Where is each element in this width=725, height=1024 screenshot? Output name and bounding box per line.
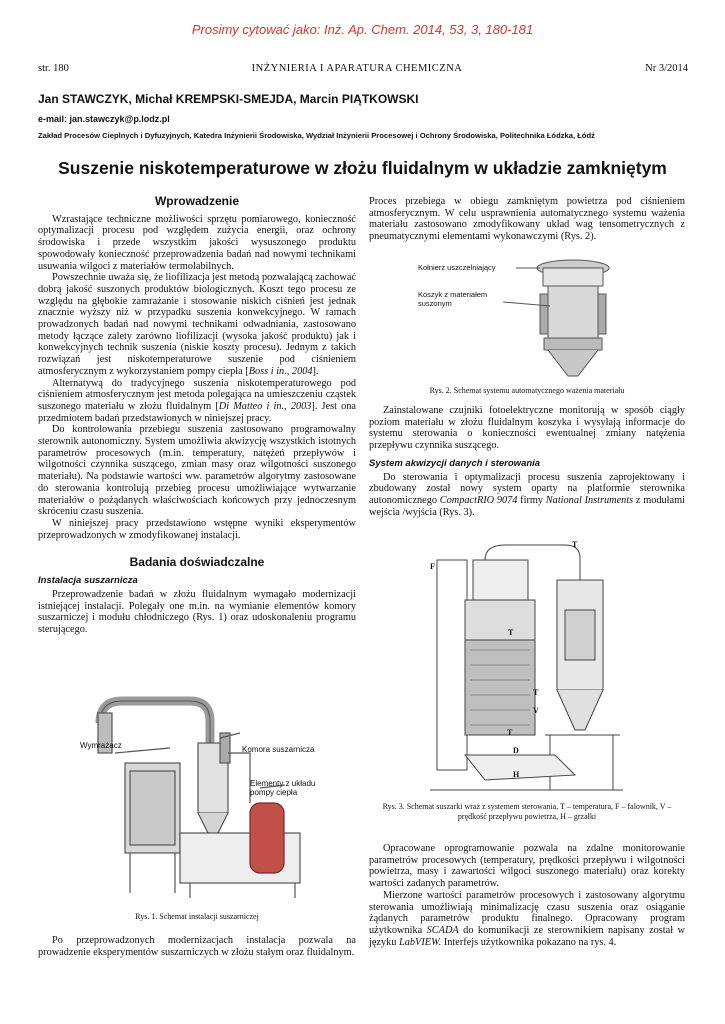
figure-2-caption: Rys. 2. Schemat systemu automatycznego ważenia materiału [429, 386, 625, 395]
fig1-label: Komora suszarnicza [242, 745, 315, 754]
drying-installation-diagram [70, 693, 335, 908]
running-header [38, 63, 688, 74]
journal-name: INŻYNIERIA I APARATURA CHEMICZNA [251, 63, 463, 74]
page-title: Suszenie niskotemperaturowe w złożu fluidalnym w układzie zamkniętym [58, 158, 667, 178]
paragraph: W niniejszej pracy przedstawiono wstępne wyniki eksperymentów przeprowadzonych w zmodyfikowanej instalacji. [38, 517, 356, 541]
issue-number: Nr 3/2014 [645, 63, 688, 74]
figure-1-caption: Rys. 1. Schemat instalacji suszarniczej [135, 912, 259, 921]
left-column-top [38, 196, 356, 636]
left-column-bottom [38, 935, 356, 958]
fig2-label: Koszyk z materiałem suszonym [418, 290, 488, 308]
right-column-top [369, 196, 685, 243]
paragraph: Do sterowania i optymalizacji procesu suszenia zaprojektowany i zbudowany został nowy system oparty na platformie sterownika autonomicznego CompactRIO 9074 firmy National Instruments z modułami wejścia /wyjścia (Rys. 3). [369, 471, 685, 518]
paragraph: Opracowane oprogramowanie pozwala na zdalne monitorowanie parametrów procesowych (temperatury, prędkości przepływu i wilgotności powietrza, masy i zawartości wilgoci suszonego materiału) oraz korekty wartości zadanych parametrów. [369, 843, 685, 890]
fig3-label: D [513, 746, 519, 755]
figure-1 [70, 693, 335, 908]
results-heading: Badania doświadczalne [129, 555, 265, 570]
weighing-system-diagram [418, 254, 638, 382]
figure-2 [418, 254, 638, 382]
figure-3 [425, 540, 625, 795]
page-number: str. 180 [38, 63, 69, 74]
fig3-label: F [430, 562, 435, 571]
paragraph: Do kontrolowania przebiegu suszenia zastosowano programowalny sterownik autonomiczny. System umożliwia akwizycję wszystkich istotnych parametrów procesowych (m.in. temperatury, natężeń przepływów i wilgotności czynnika suszącego, zmian masy oraz wilgotności suszonego materiału). Na podstawie wartości ww. parametrów algorytmy zastosowane do sterowania kontrolują przebieg procesu umożliwiające wytwarzanie materiałów o pożądanych właściwościach końcowych przy jednoczesnym skróceniu czasu suszenia. [38, 424, 356, 518]
fig3-label: H [513, 770, 520, 779]
citation-ref: Di Matteo i in., 2003 [218, 400, 312, 412]
authors: Jan STAWCZYK, Michał KREMPSKI-SMEJDA, Marcin PIĄTKOWSKI [38, 92, 419, 106]
citation-note: Prosimy cytować jako: Inż. Ap. Chem. 2014, 53, 3, 180-181 [191, 22, 534, 37]
intro-heading: Wprowadzenie [154, 194, 239, 208]
paragraph: Alternatywą do tradycyjnego suszenia niskotemperaturowego pod ciśnieniem atmosferycznym jest metoda polegająca na umieszczeniu cząstek suszonego materiału w złożu fluidalnym [Di Matteo i in., 2003]. Jest ona przedmiotem badań przedstawionych w niniejszej pracy. [38, 377, 357, 424]
fig3-label: T [572, 540, 578, 549]
dryer-control-diagram [425, 540, 625, 795]
fig1-label: Elementy z układu pompy ciepła [250, 779, 316, 797]
subsection-heading: Instalacja suszarnicza [38, 575, 138, 587]
right-column-middle [369, 405, 685, 518]
paragraph: Mierzone wartości parametrów procesowych i zastosowany algorytmu sterowania umożliwiają minimalizację czasu suszenia oraz osiąganie żądanych parametrów produktu finalnego. Opracowany program użytkownika SCADA do komunikacji ze sterownikiem napisany został w języku LabVIEW. Interfejs użytkownika pokazano na rys. 4. [369, 889, 685, 948]
paragraph: Przeprowadzenie badań w złożu fluidalnym wymagało modernizacji istniejącej instalacji. Polegały one m.in. na wymianie elementów komory suszarniczej i modułu chłodniczego (Rys. 1) oraz udoskonaleniu programu sterującego. [38, 588, 356, 635]
paragraph: Proces przebiega w obiegu zamkniętym powietrza pod ciśnieniem atmosferycznym. W celu usprawnienia automatycznego systemu ważenia materiału zastosowano zmodyfikowany układ wag tensometrycznych z pneumatycznymi elementami wykonawczymi (Rys. 2). [369, 196, 685, 243]
fig3-label: T [508, 628, 514, 637]
fig3-label: T [507, 728, 513, 737]
paragraph: Wzrastające techniczne możliwości sprzętu pomiarowego, konieczność optymalizacji procesu pod względem zużycia energii, oraz ochrony środowiska i przede wszystkim jakości wysuszonego produktu spowodowały konieczność przeprowadzenia badań nad nowymi technikami usuwania wilgoci z materiałów termolabilnych. [38, 213, 356, 272]
citation-ref: Boss i in., 2004 [248, 365, 313, 377]
fig3-label: T [533, 688, 539, 697]
fig1-label: Wymrażacz [80, 741, 122, 750]
fig2-label: Kołnierz uszczelniający [418, 263, 496, 272]
paragraph: Powszechnie uważa się, że liofilizacja jest metodą pozwalającą zachować dobrą jakość suszonych produktów biologicznych. Koszt tego procesu ze względu na głębokie zamrażanie i stosowanie niskich ciśnień jest jednak znacznie wyższy niż w przypadku suszenia konwekcyjnego. W ramach prowadzonych badań nad nowymi technikami odwadniania, zastosowano metody łączące zalety zarówno liofilizacji (wysoka jakość produktu) jak i konwekcyjnych technik suszenia (niskie koszty procesu). Jednym z takich rozwiązań jest niskotemperaturowe suszenie pod ciśnieniem atmosferycznym z wykorzystaniem pompy ciepła [Boss i in., 2004]. [38, 272, 356, 377]
affiliation: Zakład Procesów Cieplnych i Dyfuzyjnych, Katedra Inżynierii Środowiska, Wydział Inżynierii Procesowej i Ochrony Środowiska, Politechnika Łódzka, Łódź [38, 131, 595, 140]
paragraph: Zainstalowane czujniki fotoelektryczne monitorują w sposób ciągły poziom materiału w złożu fluidalnym koszyka i wysyłają informacje do systemu sterowania o konieczności ewentualnej zmiany natężenia przepływu czynnika suszącego. [369, 405, 685, 452]
subsection-heading: System akwizycji danych i sterowania [369, 457, 541, 469]
right-column-bottom [369, 843, 685, 948]
paragraph: Po przeprowadzonych modernizacjach instalacja pozwala na prowadzenie eksperymentów suszarniczych w złożu stałym oraz fluidalnym. [38, 935, 356, 958]
figure-3-caption: Rys. 3. Schemat suszarki wraz z systemem sterowania, T – temperatura, F – falownik, V – prędkość przepływu powietrza, H – grzałki [382, 802, 672, 821]
email: e-mail: jan.stawczyk@p.lodz.pl [38, 114, 170, 124]
fig3-label: V [533, 706, 539, 715]
